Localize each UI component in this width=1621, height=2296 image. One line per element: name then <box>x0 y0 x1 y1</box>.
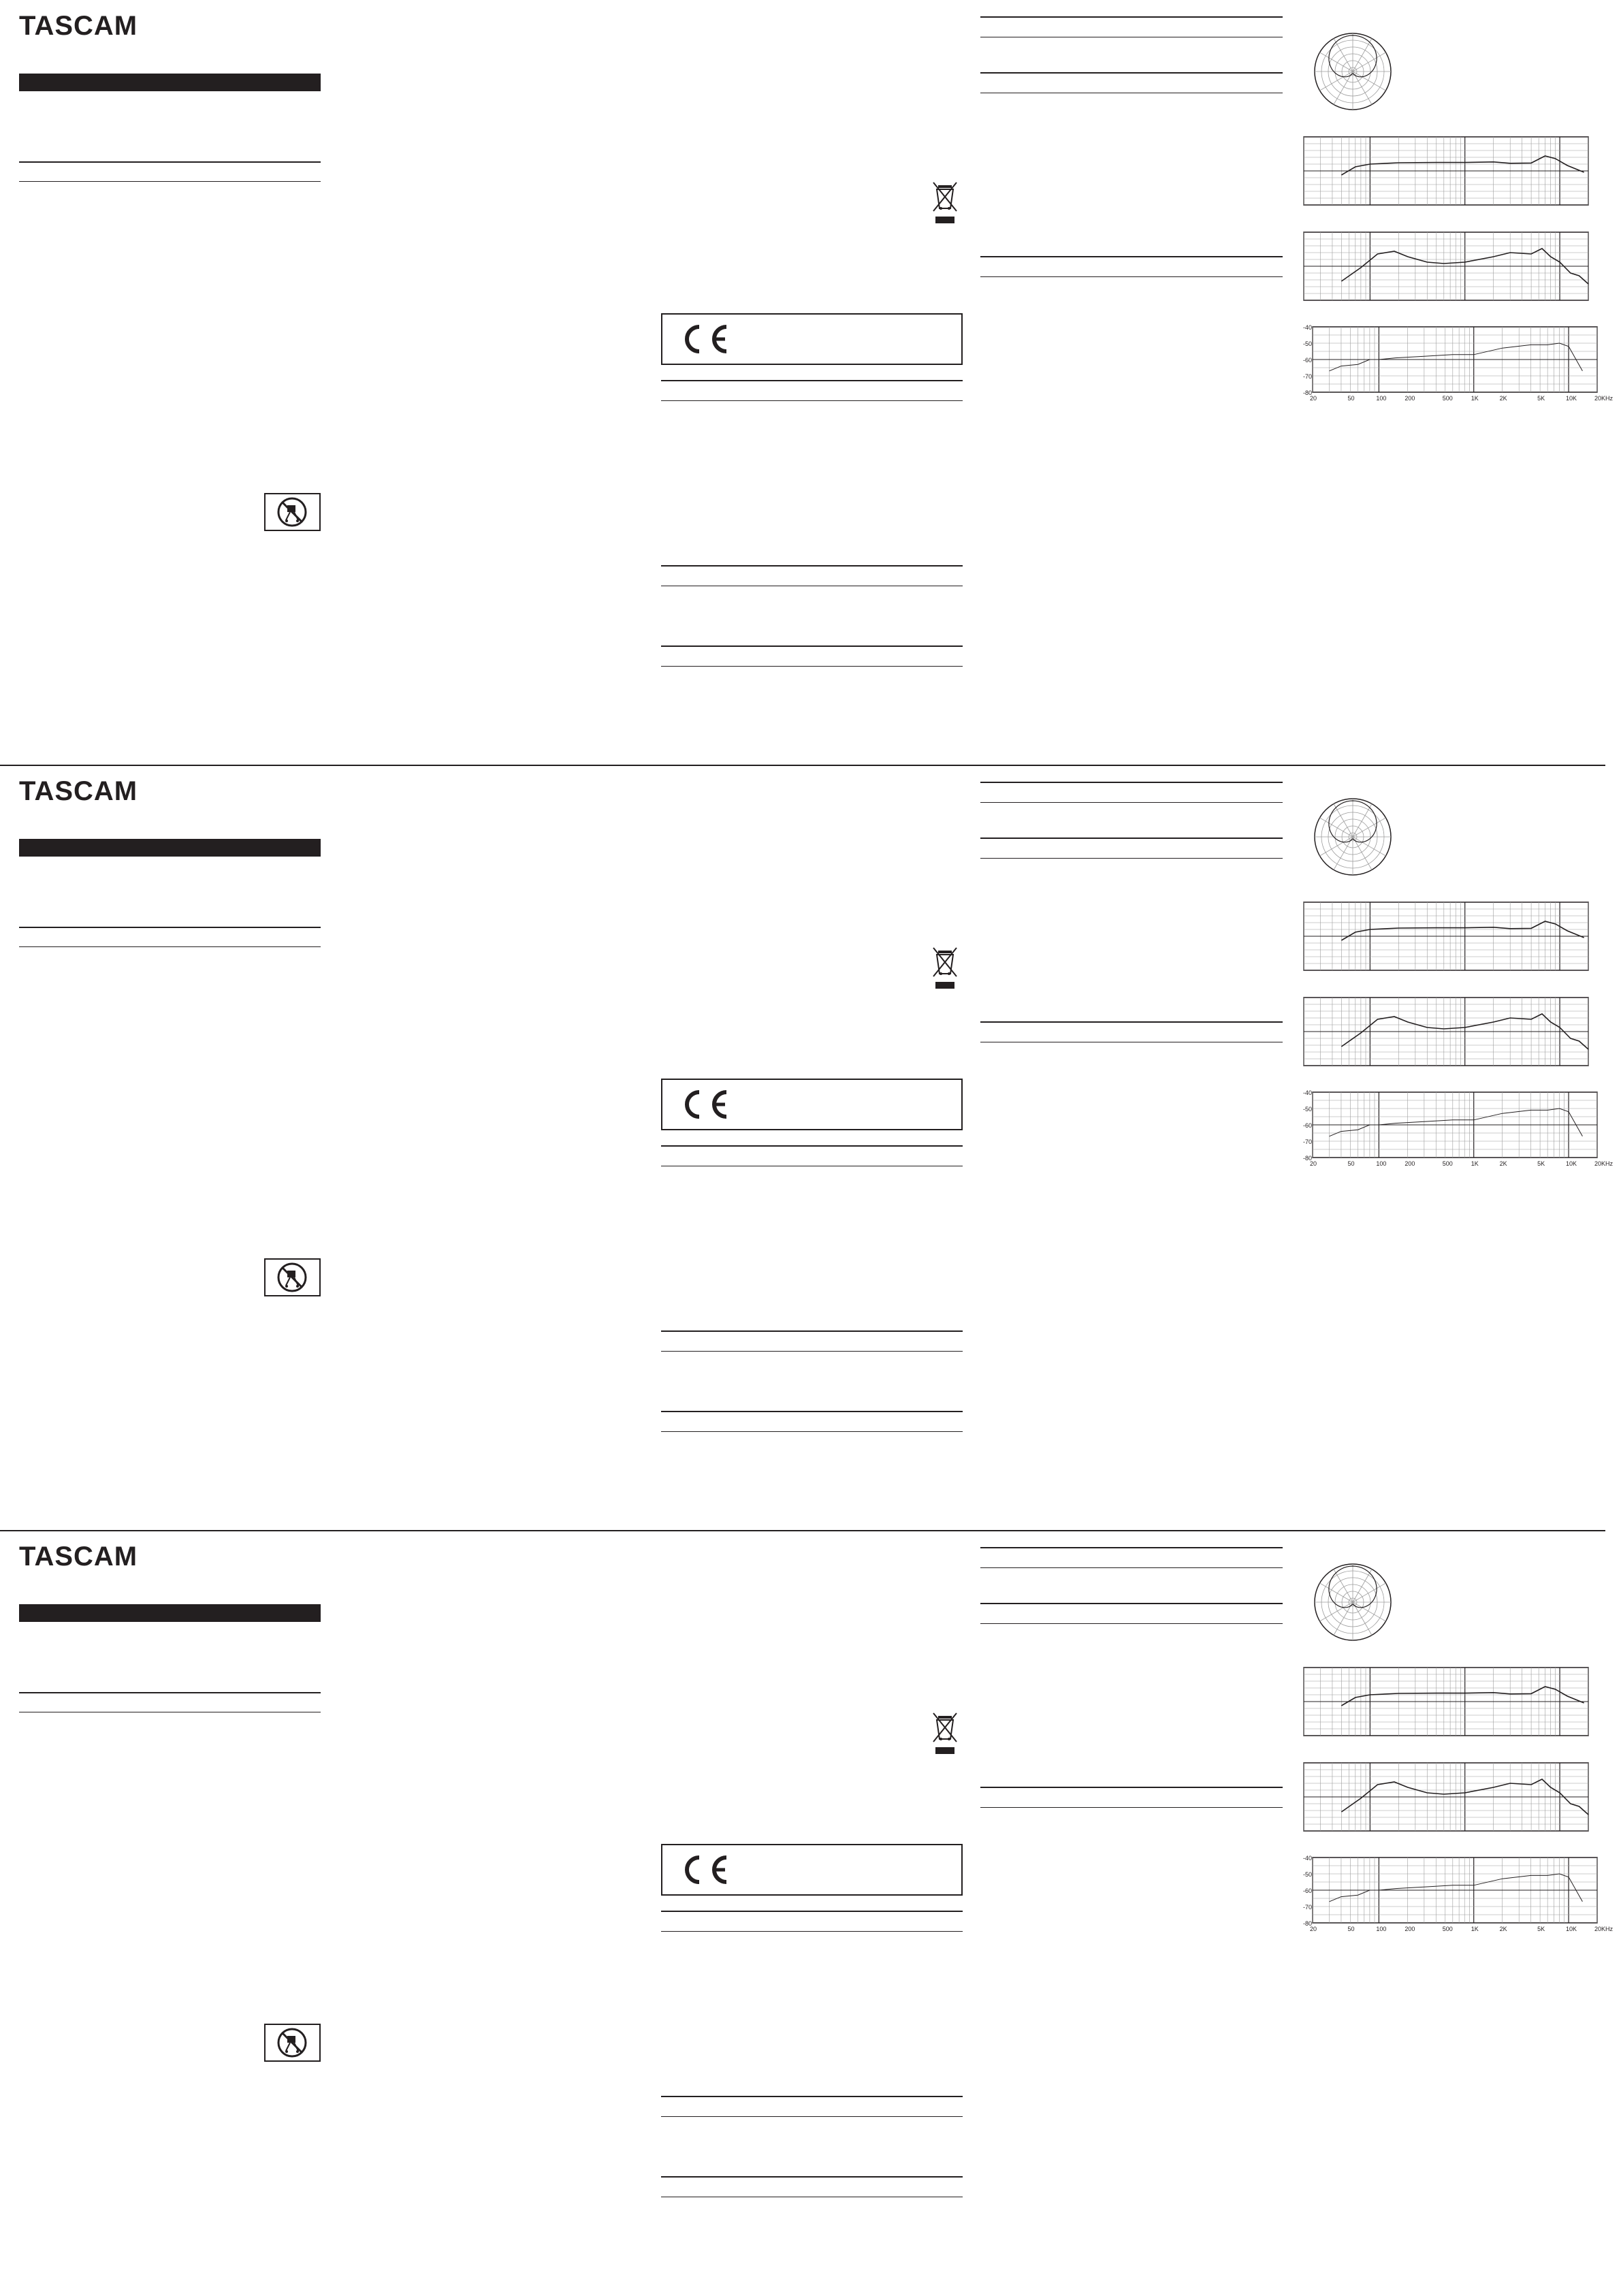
y-tick-label: -50 <box>1303 340 1313 347</box>
x-tick-label: 2K <box>1499 395 1507 402</box>
noise-spectrum-chart <box>1303 1088 1616 1176</box>
column-rule <box>661 2096 963 2097</box>
crossed-bin-weee-icon <box>931 178 959 231</box>
cardioid-polar-pattern-icon <box>1313 31 1393 115</box>
no-tripod-tipping-icon <box>264 2024 321 2062</box>
column-rule <box>980 1567 1283 1568</box>
x-tick-label: 1K <box>1471 1926 1479 1932</box>
x-tick-label: 200 <box>1405 1926 1415 1932</box>
noise-spectrum-chart <box>1303 1853 1616 1941</box>
frequency-response-chart <box>1303 232 1590 306</box>
x-tick-label: 20 <box>1310 1926 1317 1932</box>
column-rule <box>980 16 1283 18</box>
column-rule <box>19 181 321 182</box>
column-rule <box>980 1547 1283 1548</box>
x-tick-label: 20KHz <box>1594 395 1614 402</box>
column-rule <box>661 1330 963 1332</box>
y-tick-label: -40 <box>1303 1089 1313 1096</box>
crossed-bin-weee-icon <box>931 1709 959 1761</box>
x-tick-label: 200 <box>1405 395 1415 402</box>
x-tick-label: 10K <box>1566 395 1577 402</box>
x-tick-label: 50 <box>1347 1160 1355 1167</box>
tascam-logo: TASCAM <box>19 11 138 41</box>
ce-mark-icon <box>673 1855 731 1888</box>
y-tick-label: -80 <box>1303 389 1313 396</box>
x-tick-label: 2K <box>1499 1160 1507 1167</box>
column-rule <box>980 1021 1283 1023</box>
x-tick-label: 500 <box>1442 395 1453 402</box>
column-rule <box>661 380 963 381</box>
frequency-response-chart <box>1303 1762 1590 1836</box>
ce-compliance-box <box>661 1844 963 1896</box>
column-rule <box>980 802 1283 803</box>
column-rule <box>661 1411 963 1412</box>
column-rule <box>980 256 1283 257</box>
column-rule <box>661 565 963 567</box>
x-tick-label: 100 <box>1376 1160 1387 1167</box>
y-tick-label: -40 <box>1303 324 1313 331</box>
column-rule <box>980 838 1283 839</box>
x-tick-label: 20 <box>1310 1160 1317 1167</box>
frequency-response-chart <box>1303 136 1590 210</box>
y-tick-label: -60 <box>1303 357 1313 364</box>
chart-series-line <box>1341 921 1584 940</box>
x-tick-label: 10K <box>1566 1926 1577 1932</box>
y-tick-label: -60 <box>1303 1122 1313 1129</box>
x-tick-label: 5K <box>1537 1926 1545 1932</box>
column-rule <box>19 927 321 928</box>
chart-series-line <box>1341 1687 1584 1706</box>
cardioid-polar-pattern-icon <box>1313 1562 1393 1646</box>
column-rule <box>661 2116 963 2117</box>
title-bar <box>19 839 321 857</box>
x-tick-label: 2K <box>1499 1926 1507 1932</box>
title-bar <box>19 1604 321 1622</box>
chart-series-line <box>1341 156 1584 175</box>
column-rule <box>661 2176 963 2178</box>
column-rule <box>661 1351 963 1352</box>
column-rule <box>980 1623 1283 1624</box>
x-tick-label: 500 <box>1442 1926 1453 1932</box>
chart-series-line <box>1330 1109 1583 1136</box>
y-tick-label: -60 <box>1303 1887 1313 1894</box>
ce-mark-icon <box>673 1089 731 1123</box>
column-rule <box>980 1807 1283 1808</box>
x-tick-label: 20 <box>1310 395 1317 402</box>
chart-series-line <box>1330 343 1583 371</box>
x-tick-label: 1K <box>1471 1160 1479 1167</box>
manual-panel-top <box>0 0 1621 765</box>
panel-separator <box>0 765 1605 766</box>
ce-mark-icon <box>673 324 731 357</box>
column-rule <box>980 782 1283 783</box>
y-tick-label: -80 <box>1303 1155 1313 1162</box>
x-tick-label: 100 <box>1376 1926 1387 1932</box>
column-rule <box>661 645 963 647</box>
ce-compliance-box <box>661 313 963 365</box>
y-tick-label: -70 <box>1303 1138 1313 1145</box>
tascam-logo: TASCAM <box>19 776 138 806</box>
title-bar <box>19 74 321 91</box>
panel-separator <box>0 1530 1605 1531</box>
no-tripod-tipping-icon <box>264 493 321 531</box>
column-rule <box>661 666 963 667</box>
column-rule <box>980 72 1283 74</box>
column-rule <box>19 1692 321 1693</box>
column-rule <box>19 946 321 947</box>
column-rule <box>661 400 963 401</box>
column-rule <box>661 1911 963 1912</box>
x-tick-label: 50 <box>1347 1926 1355 1932</box>
tascam-logo: TASCAM <box>19 1542 138 1572</box>
frequency-response-chart <box>1303 902 1590 976</box>
frequency-response-chart <box>1303 997 1590 1071</box>
crossed-bin-weee-icon <box>931 944 959 996</box>
column-rule <box>661 1931 963 1932</box>
x-tick-label: 100 <box>1376 395 1387 402</box>
x-tick-label: 200 <box>1405 1160 1415 1167</box>
no-tripod-tipping-icon <box>264 1258 321 1296</box>
column-rule <box>980 1603 1283 1604</box>
y-tick-label: -50 <box>1303 1106 1313 1113</box>
chart-series-line <box>1330 1874 1583 1902</box>
column-rule <box>661 1145 963 1147</box>
cardioid-polar-pattern-icon <box>1313 797 1393 880</box>
column-rule <box>661 1431 963 1432</box>
x-tick-label: 50 <box>1347 395 1355 402</box>
y-tick-label: -80 <box>1303 1920 1313 1927</box>
x-tick-label: 500 <box>1442 1160 1453 1167</box>
noise-spectrum-chart <box>1303 323 1616 411</box>
x-tick-label: 5K <box>1537 395 1545 402</box>
y-tick-label: -50 <box>1303 1871 1313 1878</box>
column-rule <box>980 276 1283 277</box>
column-rule <box>980 858 1283 859</box>
frequency-response-chart <box>1303 1667 1590 1741</box>
y-tick-label: -40 <box>1303 1855 1313 1862</box>
manual-panel-middle <box>0 765 1621 1531</box>
x-tick-label: 20KHz <box>1594 1160 1614 1167</box>
column-rule <box>19 161 321 163</box>
x-tick-label: 10K <box>1566 1160 1577 1167</box>
x-tick-label: 20KHz <box>1594 1926 1614 1932</box>
column-rule <box>980 1787 1283 1788</box>
ce-compliance-box <box>661 1079 963 1130</box>
y-tick-label: -70 <box>1303 373 1313 380</box>
x-tick-label: 1K <box>1471 395 1479 402</box>
x-tick-label: 5K <box>1537 1160 1545 1167</box>
y-tick-label: -70 <box>1303 1904 1313 1911</box>
manual-panel-bottom <box>0 1531 1621 2296</box>
